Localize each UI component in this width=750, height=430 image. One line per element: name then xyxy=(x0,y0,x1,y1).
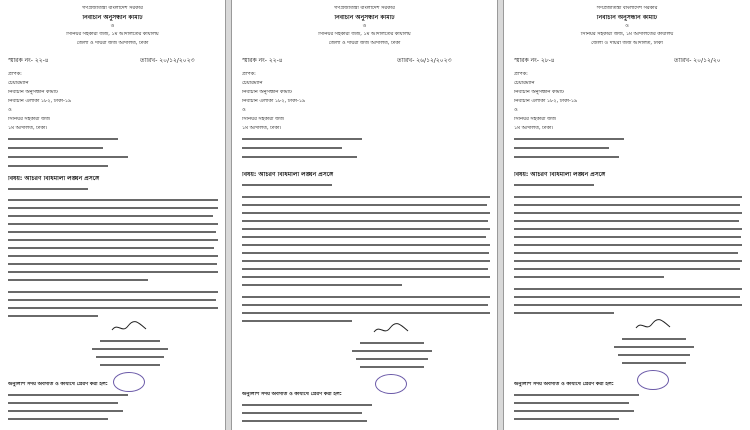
recipient-7: ১ম আদালত, ঢাকা। xyxy=(242,126,282,131)
text-line xyxy=(356,358,428,360)
text-line xyxy=(514,304,742,306)
recipient-3: নির্বাচনি অনুসন্ধান কমিটি xyxy=(514,90,564,95)
text-line xyxy=(8,247,214,249)
official-seal xyxy=(375,374,407,394)
text-line xyxy=(514,312,614,314)
text-line xyxy=(92,348,168,350)
header-district: জেলা ও দায়রা জজ আদালত, ঢাকা xyxy=(591,41,663,46)
text-line xyxy=(514,410,634,412)
header-gov: গণপ্রজাতন্ত্রী বাংলাদেশ সরকার xyxy=(596,6,658,11)
header-committee: নির্বাচনি অনুসন্ধান কমিটি xyxy=(596,15,658,21)
recipient-4: নির্বাচনি এলাকা ১৮২, ঢাকা-১৯ xyxy=(8,99,72,104)
document-page-2 xyxy=(232,0,497,430)
text-line xyxy=(514,204,740,206)
text-line xyxy=(100,340,160,342)
text-line xyxy=(242,212,490,214)
text-line xyxy=(242,184,332,186)
text-line xyxy=(8,138,118,140)
recipient-6: সিনিয়র সহকারী জজ xyxy=(242,117,285,122)
header-court: সিনিয়র সহকারী জজ, ১ম আদালতের কার্যালয় xyxy=(66,32,159,37)
text-line xyxy=(8,291,218,293)
text-line xyxy=(8,402,118,404)
text-line xyxy=(360,342,424,344)
text-line xyxy=(8,271,218,273)
recipient-2: চেয়ারম্যান xyxy=(514,81,535,86)
recipient-3: নির্বাচনি অনুসন্ধান কমিটি xyxy=(8,90,58,95)
header-committee: নির্বাচনি অনুসন্ধান কমিটি xyxy=(334,15,395,21)
text-line xyxy=(242,147,342,149)
recipient-2: চেয়ারম্যান xyxy=(8,81,29,86)
text-line xyxy=(242,204,487,206)
header-committee: নির্বাচনি অনুসন্ধান কমিটি xyxy=(82,15,143,21)
text-line xyxy=(242,236,486,238)
official-seal xyxy=(637,370,669,390)
official-seal xyxy=(113,372,145,392)
recipient-2: চেয়ারম্যান xyxy=(242,81,263,86)
text-line xyxy=(8,410,123,412)
text-line xyxy=(618,354,690,356)
text-line xyxy=(242,276,490,278)
signature-mark xyxy=(634,318,674,332)
text-line xyxy=(514,296,740,298)
text-line xyxy=(8,239,218,241)
text-line xyxy=(514,156,619,158)
text-line xyxy=(242,304,488,306)
text-line xyxy=(8,299,216,301)
text-line xyxy=(514,418,619,420)
text-line xyxy=(514,236,741,238)
text-line xyxy=(8,188,88,190)
text-line xyxy=(242,228,490,230)
header-and: ও xyxy=(110,24,115,29)
text-line xyxy=(8,315,98,317)
text-line xyxy=(514,260,742,262)
text-line xyxy=(8,207,218,209)
text-line xyxy=(514,268,740,270)
copy-to-label: অনুলিপি সদয় অবগতি ও কার্যার্থে প্রেরণ করা হল: xyxy=(8,382,108,387)
signature-mark xyxy=(372,322,412,336)
text-line xyxy=(242,412,362,414)
subject-line: বিষয়: আচরণ বিধিমালা লঙ্ঘন প্রসঙ্গে xyxy=(242,172,334,178)
subject-line: বিষয়: আচরণ বিধিমালা লঙ্ঘন প্রসঙ্গে xyxy=(8,176,100,182)
text-line xyxy=(8,156,128,158)
text-line xyxy=(514,220,739,222)
memo-date: তারিখ- ২৬/১২/২০২৩ xyxy=(397,58,452,64)
text-line xyxy=(360,366,424,368)
text-line xyxy=(514,402,629,404)
text-line xyxy=(514,212,742,214)
recipient-5: ও xyxy=(514,108,518,113)
header-gov: গণপ্রজাতন্ত্রী বাংলাদেশ সরকার xyxy=(334,6,395,11)
header-district: জেলা ও দায়রা জজ আদালত, ঢাকা xyxy=(328,41,401,46)
text-line xyxy=(8,223,218,225)
recipient-6: সিনিয়র সহকারী জজ xyxy=(514,117,557,122)
memo-date: তারিখ- ২০/১২/২০২৩ xyxy=(140,58,195,64)
text-line xyxy=(614,346,694,348)
text-line xyxy=(8,418,108,420)
text-line xyxy=(242,220,488,222)
text-line xyxy=(242,404,372,406)
header-court: সিনিয়র সহকারী জজ, ১ম আদালতের কার্যালয় xyxy=(318,32,411,37)
text-line xyxy=(8,215,213,217)
text-line xyxy=(242,284,402,286)
recipient-3: নির্বাচনি অনুসন্ধান কমিটি xyxy=(242,90,292,95)
text-line xyxy=(622,338,686,340)
text-line xyxy=(514,276,664,278)
text-line xyxy=(8,263,217,265)
memo-number: স্মারক নং- ২২-৪ xyxy=(8,58,49,64)
header-district: জেলা ও দায়রা জজ আদালত, ঢাকা xyxy=(76,41,149,46)
recipient-1: প্রাপক: xyxy=(514,72,528,77)
text-line xyxy=(8,199,218,201)
recipient-4: নির্বাচনি এলাকা ১৮২, ঢাকা-১৯ xyxy=(514,99,578,104)
memo-number: স্মারক নং- ২৮-৪ xyxy=(514,58,555,64)
text-line xyxy=(242,260,490,262)
text-line xyxy=(8,279,148,281)
text-line xyxy=(242,420,367,422)
text-line xyxy=(514,288,742,290)
recipient-4: নির্বাচনি এলাকা ১৮২, ঢাকা-১৯ xyxy=(242,99,306,104)
recipient-7: ১ম আদালত, ঢাকা। xyxy=(514,126,554,131)
text-line xyxy=(8,394,128,396)
recipient-7: ১ম আদালত, ঢাকা। xyxy=(8,126,48,131)
text-line xyxy=(514,244,742,246)
header-and: ও xyxy=(362,24,367,29)
text-line xyxy=(100,364,160,366)
text-line xyxy=(8,147,103,149)
text-line xyxy=(242,196,490,198)
text-line xyxy=(242,244,490,246)
text-line xyxy=(242,252,489,254)
text-line xyxy=(514,228,742,230)
recipient-5: ও xyxy=(8,108,12,113)
text-line xyxy=(514,184,594,186)
recipient-1: প্রাপক: xyxy=(242,72,256,77)
memo-number: স্মারক নং- ২২-৪ xyxy=(242,58,283,64)
text-line xyxy=(514,394,639,396)
text-line xyxy=(514,138,624,140)
text-line xyxy=(514,147,609,149)
header-court: সিনিয়র সহকারী জজ, ১ম আদালতের কার্যালয় xyxy=(580,32,674,37)
text-line xyxy=(242,138,362,140)
text-line xyxy=(242,156,357,158)
memo-date: তারিখ- ২০/১২/২০ xyxy=(674,58,721,64)
recipient-1: প্রাপক: xyxy=(8,72,22,77)
text-line xyxy=(8,165,108,167)
text-line xyxy=(8,231,216,233)
document-page-1 xyxy=(0,0,225,430)
header-and: ও xyxy=(625,24,629,29)
recipient-6: সিনিয়র সহকারী জজ xyxy=(8,117,51,122)
header-gov: গণপ্রজাতন্ত্রী বাংলাদেশ সরকার xyxy=(82,6,143,11)
text-line xyxy=(96,356,164,358)
document-page-3 xyxy=(504,0,750,430)
recipient-5: ও xyxy=(242,108,246,113)
text-line xyxy=(242,312,490,314)
text-line xyxy=(242,320,352,322)
text-line xyxy=(242,268,488,270)
copy-to-label: অনুলিপি সদয় অবগতি ও কার্যার্থে প্রেরণ করা হল: xyxy=(514,382,614,387)
text-line xyxy=(8,307,218,309)
signature-mark xyxy=(110,320,150,334)
text-line xyxy=(514,196,742,198)
text-line xyxy=(514,252,738,254)
text-line xyxy=(622,362,686,364)
subject-line: বিষয়: আচরণ বিধিমালা লঙ্ঘন প্রসঙ্গে xyxy=(514,172,606,178)
copy-to-label: অনুলিপি সদয় অবগতি ও কার্যার্থে প্রেরণ করা হল: xyxy=(242,392,342,397)
text-line xyxy=(352,350,432,352)
text-line xyxy=(8,255,218,257)
text-line xyxy=(242,296,490,298)
